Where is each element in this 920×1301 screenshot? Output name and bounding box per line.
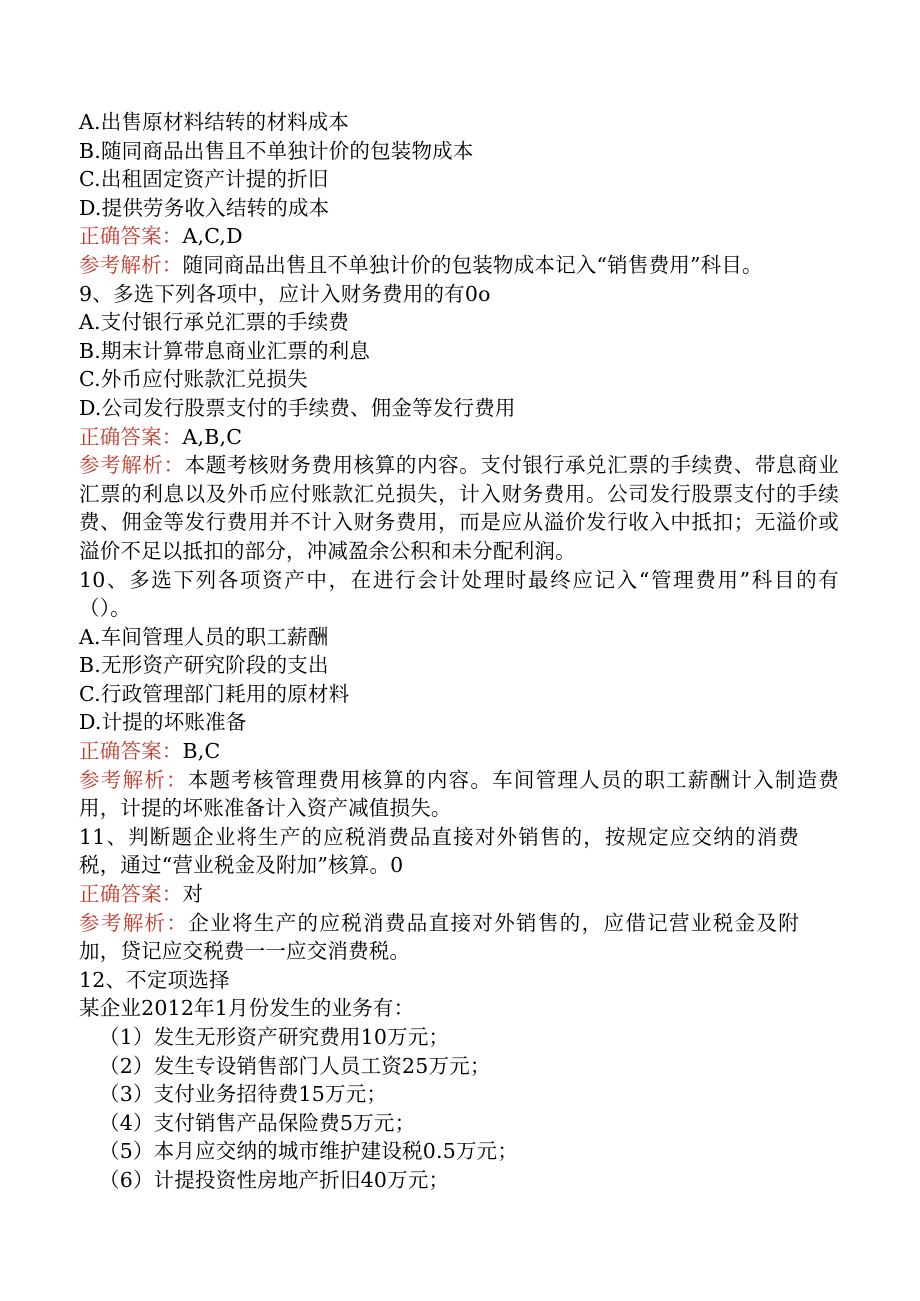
q9-option-b: B.期末计算带息商业汇票的利息 [79, 338, 371, 363]
q11-answer-label: 正确答案： [79, 882, 183, 907]
q8-option-c: C.出租固定资产计提的折旧 [79, 167, 329, 192]
q11-title: 11、判断题企业将生产的应税消费品直接对外销售的，按规定应交纳的消费税，通过“营业税金及附加”核算。0 [79, 824, 799, 878]
q9-analysis-text: 本题考核财务费用核算的内容。支付银行承兑汇票的手续费、带息商业汇票的利息以及外币应付账款汇兑损失，计入财务费用。公司发行股票支付的手续费、佣金等发行费用并不计入财务费用，而是应从溢价发行收入中抵扣；无溢价或溢价不足以抵扣的部分，冲减盈余公积和未分配利润。 [79, 453, 840, 563]
q10-answer-label: 正确答案： [79, 739, 183, 764]
q10-answer [79, 737, 839, 766]
q10-title: 10、多选下列各项资产中，在进行会计处理时最终应记入“管理费用”科目的有（）。 [79, 567, 839, 621]
q9-answer-label: 正确答案： [79, 424, 183, 449]
q9-option-a: A.支付银行承兑汇票的手续费 [79, 310, 350, 335]
q10-answer-value: B,C [182, 739, 221, 764]
q12-item-6: （6）计提投资性房地产折旧40万元； [99, 1167, 450, 1192]
q11-analysis-label: 参考解析： [79, 910, 189, 935]
q11-analysis [79, 909, 799, 966]
q12-item-2: （2）发生专设销售部门人员工资25万元； [99, 1053, 491, 1078]
q9-option-d: D.公司发行股票支付的手续费、佣金等发行费用 [79, 395, 516, 420]
q9-analysis [79, 451, 839, 565]
q9-answer-value: A,B,C [182, 424, 243, 449]
q10-analysis-label: 参考解析： [79, 767, 188, 792]
q9-option-c: C.外币应付账款汇兑损失 [79, 367, 308, 392]
q8-analysis-text: 随同商品出售且不单独计价的包装物成本记入“销售费用”科目。 [182, 252, 763, 277]
q9-answer [79, 423, 839, 452]
q11-analysis-text: 企业将生产的应税消费品直接对外销售的，应借记营业税金及附加，贷记应交税费一一应交消费税。 [79, 910, 799, 964]
q8-answer-value: A,C,D [182, 224, 243, 249]
q10-option-a: A.车间管理人员的职工薪酬 [79, 624, 329, 649]
q8-analysis-label: 参考解析： [79, 252, 183, 277]
q12-item-1: （1）发生无形资产研究费用10万元； [99, 1025, 450, 1049]
q10-analysis-text: 本题考核管理费用核算的内容。车间管理人员的职工薪酬计入制造费用，计提的坏账准备计入资产减值损失。 [79, 767, 840, 821]
q8-analysis [79, 251, 839, 280]
q8-answer-label: 正确答案： [79, 224, 183, 249]
q12-item-3: （3）支付业务招待费15万元； [99, 1082, 388, 1107]
q10-option-b: B.无形资产研究阶段的支出 [79, 653, 329, 678]
q8-option-d: D.提供劳务收入结转的成本 [79, 195, 330, 220]
q12-item-4: （4）支付销售产品保险费5万元； [99, 1110, 416, 1135]
q10-option-d: D.计提的坏账准备 [79, 710, 247, 735]
q9-title: 9、多选下列各项中，应计入财务费用的有0o [79, 281, 491, 306]
q10-analysis [79, 766, 839, 823]
q11-answer-value: 对 [182, 882, 204, 907]
q10-option-c: C.行政管理部门耗用的原材料 [79, 681, 350, 706]
q12-intro: 某企业2012年1月份发生的业务有： [79, 996, 415, 1021]
q12-title: 12、不定项选择 [79, 967, 230, 992]
q8-option-a: A.出售原材料结转的材料成本 [79, 110, 350, 134]
q12-item-5: （5）本月应交纳的城市维护建设税0.5万元； [99, 1139, 519, 1164]
q11-answer [79, 880, 839, 909]
q9-analysis-label: 参考解析： [79, 453, 185, 478]
document-page [79, 108, 839, 1195]
q8-answer [79, 222, 839, 251]
q8-option-b: B.随同商品出售且不单独计价的包装物成本 [79, 138, 474, 163]
